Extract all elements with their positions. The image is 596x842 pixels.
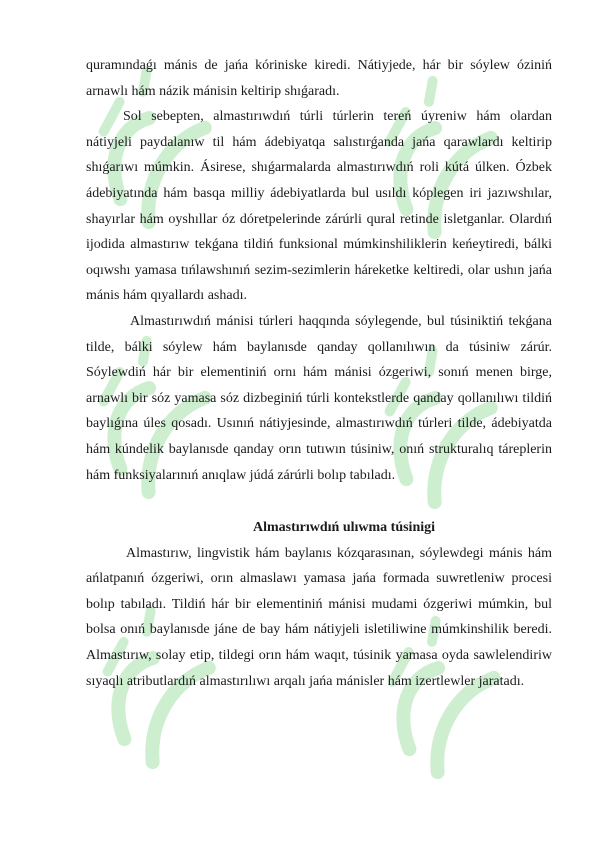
paragraph-2: Sol sebepten, almastırıwdıń túrli túrlerin tereń úyreniw hám olardan nátiyjeli paydalanıw til hám ádebiyatqa salıstırǵanda jańa qarawlardı keltirip shıǵarıwı múmkin. Ásirese, shıǵarmalarda almastırıwdıń roli kútá úlken. Ózbek ádebiyatında hám basqa milliy ádebiyatlarda bul usıldı kóplegen iri jazıwshılar, shayırlar hám oyshıllar óz dóretpelerinde zárúrli qural retinde isletganlar. Olardıń ijodida almastırıw tekǵana tildiń funksional múmkinshiliklerin keńeytiredi, bálki oqıwshı yamasa tıńlawshınıń sezim-sezimlerin háreketke keltiredi, olar ushın jańa mánis hám qıyallardı ashadı. [86,109,552,304]
paragraph-1: quramındaǵı mánis de jańa kóriniske kiredi. Nátiyjede, hár bir sóylew óziniń arnawlı hám názik mánisin keltirip shıǵaradı. [86,58,552,99]
paragraph-4: Almastırıw, lingvistik hám baylanıs kózqarasınan, sóylewdegi mánis hám ańlatpanıń ózgeriwi, orın almaslawı yamasa jańa formada suwretleniw procesi bolıp tabıladı. Tildiń hár bir elementiniń mánisi mudami ózgeriwi múmkin, bul bolsa onıń baylanısde jáne de bay hám nátiyjeli isletiliwine múmkinshilik beredi. Almastırıw, solay etip, tildegi orın hám waqıt, túsinik yamasa oyda sawlelendiriw sıyaqlı atributlardıń almastırılıwı arqalı jańa mánisler hám izertlewler jaratadı. [86,545,552,689]
section-heading: Almastırıwdıń ulıwma túsinigi [252,520,436,536]
document-body [86,53,552,694]
paragraph-3: Almastırıwdıń mánisi túrleri haqqında sóylegende, bul túsiniktiń tekǵana tilde, bálki sóylew hám baylanısde qanday qollanılıwın da túsiniw zárúr. Sóylewdiń hár bir elementiniń ornı hám mánisi ózgeriwi, sonıń menen birge, arnawlı bir sóz yamasa sóz dizbeginiń túrli kontekstlerde qanday qollanılıwı tildiń baylıǵına úles qosadı. Usınıń nátiyjesinde, almastırıwdıń túrleri tilde, ádebiyatda hám kúndelik baylanısde qanday orın tutıwın túsiniw, onıń strukturalıq táreplerin hám funksiyalarınıń anıqlaw júdá zárúrli bolıp tabıladı. [86,313,552,483]
